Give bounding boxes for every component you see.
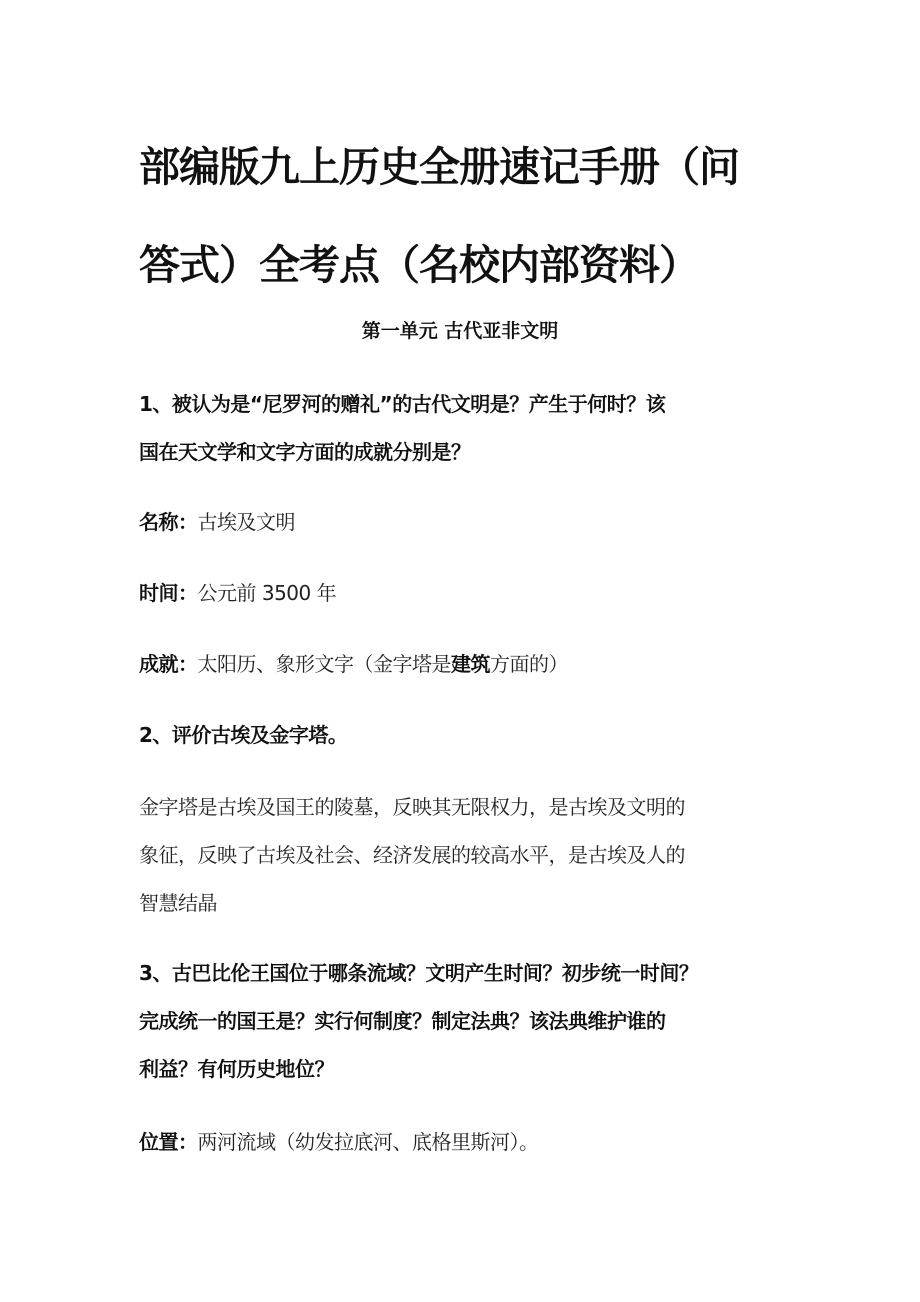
answer-name: 名称：古埃及文明 [139,510,295,534]
answer-time: 时间：公元前 3500 年 [139,581,337,605]
answer-achievement: 成就：太阳历、象形文字（金字塔是建筑方面的） [139,652,568,676]
answer-2: 金字塔是古埃及国王的陵墓，反映其无限权力，是古埃及文明的 象征，反映了古埃及社会、经济发展的较高水平，是古埃及人的 智慧结晶 [139,795,685,915]
document-title: 部编版九上历史全册速记手册（问 答式）全考点（名校内部资料） [139,143,739,289]
question-2: 2、评价古埃及金字塔。 [139,723,348,747]
answer-position: 位置：两河流域（幼发拉底河、底格里斯河）。 [139,1130,539,1154]
unit-heading: 第一单元 古代亚非文明 [361,320,559,342]
question-3: 3、古巴比伦王国位于哪条流域？文明产生时间？初步统一时间？ 完成统一的国王是？实行何制度？制定法典？该法典维护谁的 利益？有何历史地位？ [139,961,699,1081]
question-1: 1、被认为是“尼罗河的赠礼”的古代文明是？产生于何时？该 国在天文学和文字方面的成就分别是？ [139,392,666,464]
